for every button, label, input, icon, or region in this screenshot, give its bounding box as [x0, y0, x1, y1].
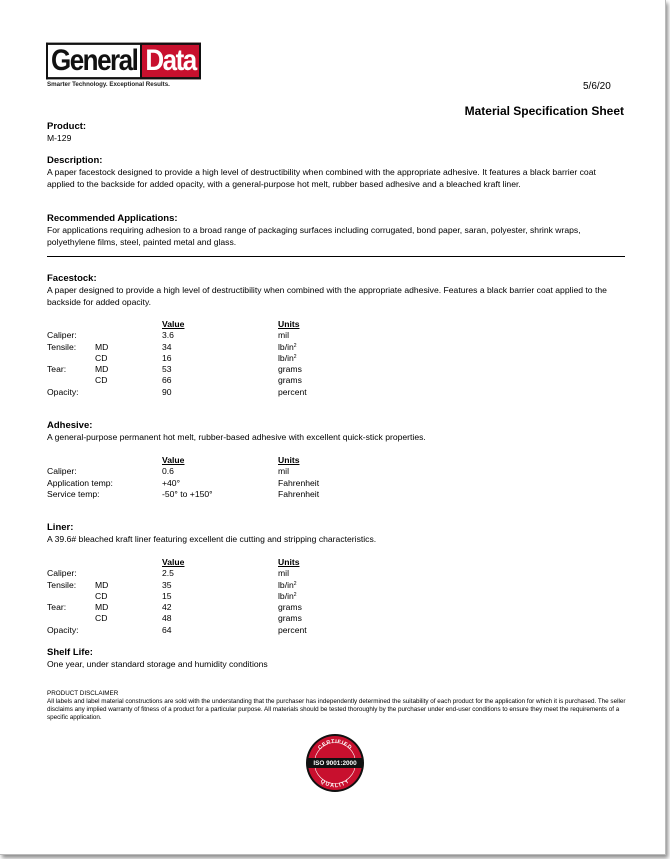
unit-exponent: 2 — [293, 591, 297, 598]
row-value: 64 — [162, 624, 172, 635]
seal-bottom-text: QUALITY — [319, 778, 351, 790]
row-value: -50° to +150° — [162, 488, 213, 499]
row-label: Tensile: — [47, 579, 77, 590]
facestock-text: A paper designed to provide a high level of destructibility when combined with the appropriate adhesive. Features a black barrier coat applied to the backside for added opacity. — [47, 285, 607, 307]
row-label: Opacity: — [47, 386, 79, 397]
table-row — [47, 489, 625, 500]
table-row — [47, 466, 625, 477]
shelf-life-text: One year, under standard storage and humidity conditions — [47, 659, 268, 670]
facestock-table — [47, 319, 625, 398]
table-row — [47, 330, 625, 341]
row-direction: MD — [95, 341, 109, 352]
row-unit: mil — [278, 330, 289, 341]
row-value: +40° — [162, 477, 181, 488]
facestock-section — [47, 273, 625, 308]
row-value: 34 — [162, 341, 172, 352]
shelf-life-section — [47, 647, 625, 671]
applications-heading: Recommended Applications: — [47, 213, 178, 224]
table-row — [47, 591, 625, 602]
product-heading: Product: — [47, 121, 87, 132]
row-value: 2.5 — [162, 568, 174, 579]
table-row — [47, 375, 625, 386]
row-direction: MD — [95, 602, 109, 613]
table-row — [47, 625, 625, 636]
value-column-header: Value — [162, 557, 185, 567]
row-label: Application temp: — [47, 477, 113, 488]
row-direction: CD — [95, 375, 108, 386]
description-text: A paper facestock designed to provide a high level of destructibility when combined with the appropriate adhesive. It features a black barrier coat applied to the backside for added opacity, with a general-purpose hot melt, rubber based adhesive and a bleached kraft liner. — [47, 167, 596, 189]
row-unit: percent — [278, 386, 307, 397]
row-unit: mil — [278, 568, 289, 579]
row-value: 48 — [162, 613, 172, 624]
seal-top-text: CERTIFIED — [317, 738, 353, 752]
table-row — [47, 568, 625, 579]
applications-text: For applications requiring adhesion to a broad range of packaging surfaces including corrugated, bond paper, saran, polyester, shrink wraps, polyethylene films, steel, painted metal and glass. — [47, 225, 581, 247]
unit-exponent: 2 — [293, 353, 297, 360]
unit-text: lb/in — [278, 579, 294, 590]
facestock-heading: Facestock: — [47, 273, 97, 284]
table-row — [47, 478, 625, 489]
row-label: Caliper: — [47, 568, 77, 579]
row-unit: Fahrenheit — [278, 477, 320, 488]
row-value: 35 — [162, 579, 172, 590]
adhesive-heading: Adhesive: — [47, 420, 93, 431]
row-direction: CD — [95, 613, 108, 624]
row-direction: MD — [95, 579, 109, 590]
row-unit: grams — [278, 613, 302, 624]
row-unit: Fahrenheit — [278, 488, 320, 499]
company-tagline: Smarter Technology. Exceptional Results. — [47, 81, 170, 88]
row-label: Caliper: — [47, 466, 77, 477]
units-column-header: Units — [278, 319, 300, 329]
shelf-life-heading: Shelf Life: — [47, 647, 93, 658]
row-label: Opacity: — [47, 624, 79, 635]
description-heading: Description: — [47, 155, 103, 166]
row-value: 3.6 — [162, 330, 174, 341]
table-row — [47, 353, 625, 364]
row-unit — [278, 591, 297, 602]
product-code: M-129 — [47, 133, 72, 144]
table-header — [47, 557, 625, 568]
liner-table — [47, 557, 625, 636]
row-unit — [278, 353, 297, 364]
row-unit: mil — [278, 466, 289, 477]
unit-exponent: 2 — [293, 342, 297, 349]
units-column-header: Units — [278, 455, 300, 465]
units-column-header: Units — [278, 557, 300, 567]
section-divider — [47, 256, 625, 257]
company-logo — [46, 42, 201, 78]
description-section — [47, 155, 625, 190]
row-value: 53 — [162, 364, 172, 375]
liner-text: A 39.6# bleached kraft liner featuring excellent die cutting and stripping characteristics. — [47, 534, 377, 545]
row-value: 66 — [162, 375, 172, 386]
row-value: 42 — [162, 602, 172, 613]
row-label: Tensile: — [47, 341, 77, 352]
row-label: Tear: — [47, 364, 67, 375]
row-value: 15 — [162, 590, 172, 601]
row-direction: CD — [95, 590, 108, 601]
row-unit — [278, 342, 297, 353]
iso-certified-seal-icon — [305, 733, 365, 793]
table-row — [47, 602, 625, 613]
unit-exponent: 2 — [293, 580, 297, 587]
applications-section — [47, 213, 625, 248]
row-unit: percent — [278, 624, 307, 635]
logo-word-general: General — [46, 43, 140, 80]
adhesive-section — [47, 420, 625, 444]
row-unit: grams — [278, 602, 302, 613]
adhesive-text: A general-purpose permanent hot melt, rubber-based adhesive with excellent quick-stick properties. — [47, 432, 426, 443]
table-row — [47, 342, 625, 353]
unit-text: lb/in — [278, 352, 294, 363]
row-direction: MD — [95, 364, 109, 375]
seal-center-text: ISO 9001:2000 — [313, 760, 357, 768]
table-row — [47, 580, 625, 591]
product-section — [47, 121, 625, 145]
adhesive-table — [47, 455, 625, 500]
liner-section — [47, 522, 625, 546]
disclaimer-heading: PRODUCT DISCLAIMER — [47, 690, 119, 697]
disclaimer-text: All labels and label material constructions are sold with the understanding that the purchaser has independently determined the suitability of each product for the application for which it is purchased. The seller disclaims any implied warranty of fitness of a product for a particular purpose. All materials should be tested thoroughly by the purchaser under end-user conditions to ensure they meet the requirements of a specific application. — [47, 697, 626, 721]
sheet-title: Material Specification Sheet — [464, 104, 624, 118]
row-value: 16 — [162, 352, 172, 363]
row-value: 90 — [162, 386, 172, 397]
document-date: 5/6/20 — [583, 81, 611, 92]
table-row — [47, 364, 625, 375]
row-direction: CD — [95, 352, 108, 363]
table-header — [47, 319, 625, 330]
row-value: 0.6 — [162, 466, 174, 477]
table-row — [47, 613, 625, 624]
logo-word-data: Data — [140, 43, 200, 80]
row-label: Tear: — [47, 602, 67, 613]
product-disclaimer — [47, 690, 627, 721]
row-label: Caliper: — [47, 330, 77, 341]
row-label: Service temp: — [47, 488, 100, 499]
table-row — [47, 387, 625, 398]
table-header — [47, 455, 625, 466]
row-unit: grams — [278, 375, 302, 386]
row-unit — [278, 580, 297, 591]
unit-text: lb/in — [278, 590, 294, 601]
liner-heading: Liner: — [47, 522, 74, 533]
unit-text: lb/in — [278, 341, 294, 352]
value-column-header: Value — [162, 455, 185, 465]
row-unit: grams — [278, 364, 302, 375]
value-column-header: Value — [162, 319, 185, 329]
